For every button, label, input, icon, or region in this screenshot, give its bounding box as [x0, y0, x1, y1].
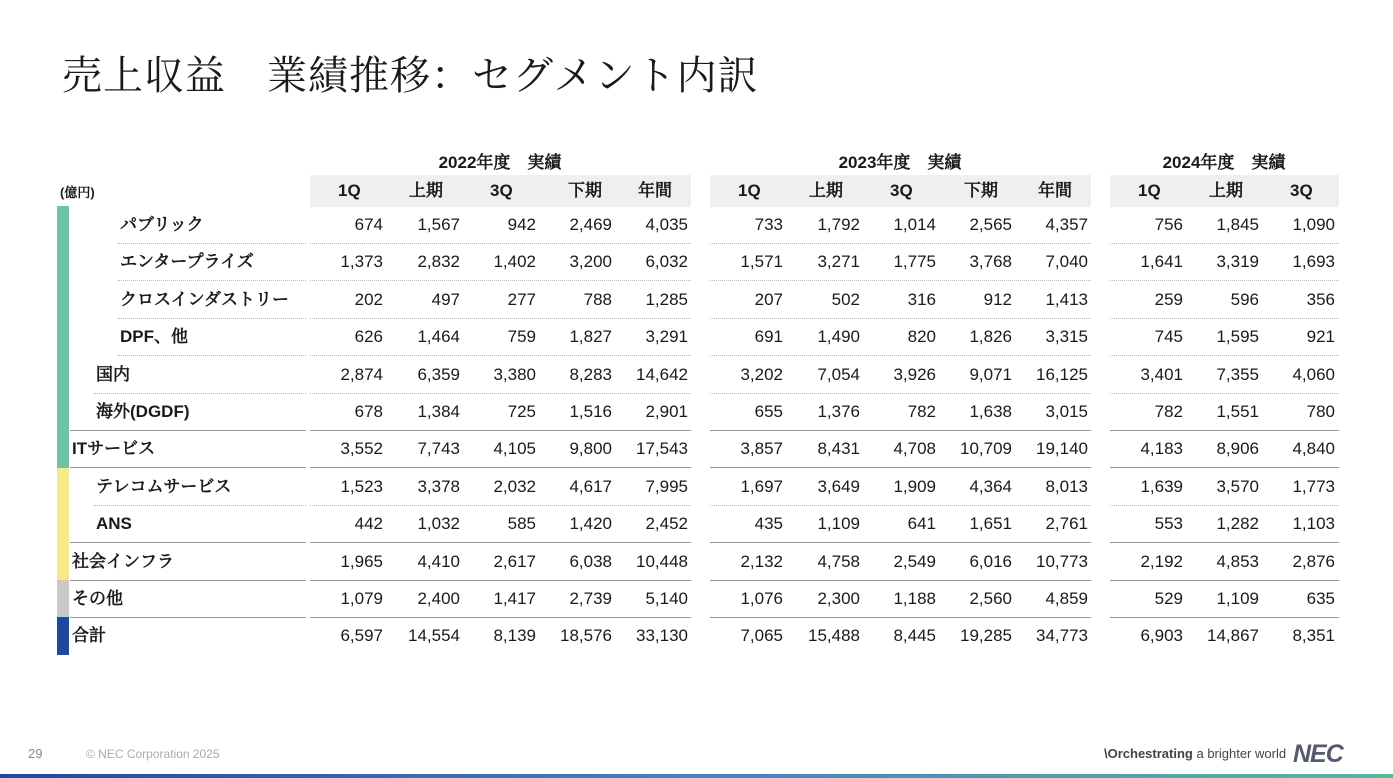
table-cell: 1,571: [740, 252, 783, 272]
table-cell: 2,452: [645, 514, 688, 534]
table-cell: 3,378: [417, 476, 460, 496]
table-cell: 2,901: [645, 402, 688, 421]
row-label: ANS: [96, 514, 132, 534]
table-cell: 2,549: [893, 551, 936, 571]
table-cell: 1,827: [569, 327, 612, 347]
table-cell: 596: [1230, 289, 1259, 309]
table-cell: 1,826: [969, 327, 1012, 347]
quarter-header: 下期: [964, 181, 998, 200]
table-cell: 8,906: [1216, 439, 1259, 459]
table-cell: 2,761: [1045, 514, 1088, 534]
table-cell: 1,567: [417, 215, 460, 234]
row-label: DPF、他: [120, 327, 188, 347]
table-cell: 3,570: [1216, 476, 1259, 496]
row-label: パブリック: [120, 215, 204, 234]
table-cell: 3,857: [740, 439, 783, 459]
table-cell: 635: [1306, 589, 1335, 608]
table-cell: 4,853: [1216, 551, 1259, 571]
table-cell: 8,013: [1045, 476, 1088, 496]
table-cell: 10,448: [636, 551, 688, 571]
table-cell: 3,319: [1216, 252, 1259, 272]
table-cell: 4,410: [417, 551, 460, 571]
table-cell: 259: [1154, 289, 1183, 309]
table-cell: 1,417: [493, 589, 536, 608]
table-cell: 2,300: [817, 589, 860, 608]
table-cell: 1,516: [569, 402, 612, 421]
nec-logo: NEC: [1293, 740, 1343, 768]
table-cell: 7,040: [1045, 252, 1088, 272]
row-label: 国内: [96, 364, 130, 384]
table-cell: 4,357: [1045, 215, 1088, 234]
table-cell: 655: [754, 402, 783, 421]
table-cell: 725: [507, 402, 536, 421]
table-cell: 1,595: [1216, 327, 1259, 347]
table-cell: 2,617: [493, 551, 536, 571]
table-cell: 3,649: [817, 476, 860, 496]
tagline-rest: a brighter world: [1192, 746, 1287, 761]
table-row: [0, 617, 1393, 654]
table-cell: 1,032: [417, 514, 460, 534]
copyright: © NEC Corporation 2025: [86, 747, 220, 761]
quarter-header: 上期: [409, 181, 443, 200]
table-cell: 3,926: [893, 364, 936, 384]
table-cell: 529: [1154, 589, 1183, 608]
table-cell: 626: [354, 327, 383, 347]
table-cell: 442: [354, 514, 383, 534]
table-cell: 1,651: [969, 514, 1012, 534]
table-cell: 502: [831, 289, 860, 309]
table-cell: 1,638: [969, 402, 1012, 421]
table-cell: 3,315: [1045, 327, 1088, 347]
table-cell: 585: [507, 514, 536, 534]
table-cell: 15,488: [808, 626, 860, 646]
table-cell: 3,291: [645, 327, 688, 347]
table-cell: 4,840: [1292, 439, 1335, 459]
table-cell: 6,038: [569, 551, 612, 571]
table-cell: 435: [754, 514, 783, 534]
table-cell: 2,192: [1140, 551, 1183, 571]
table-cell: 4,758: [817, 551, 860, 571]
unit-label: (億円): [60, 185, 95, 200]
table-row: [0, 281, 1393, 318]
table-row: [0, 580, 1393, 617]
table-cell: 1,693: [1292, 252, 1335, 272]
row-label: ITサービス: [72, 439, 156, 459]
table-cell: 1,490: [817, 327, 860, 347]
table-cell: 14,554: [408, 626, 460, 646]
table-row: [0, 206, 1393, 243]
table-cell: 3,271: [817, 252, 860, 272]
table-cell: 1,090: [1292, 215, 1335, 234]
table-cell: 7,065: [740, 626, 783, 646]
table-cell: 1,282: [1216, 514, 1259, 534]
table-cell: 3,768: [969, 252, 1012, 272]
table-cell: 912: [983, 289, 1012, 309]
table-cell: 1,697: [740, 476, 783, 496]
table-cell: 207: [754, 289, 783, 309]
table-cell: 1,641: [1140, 252, 1183, 272]
table-cell: 277: [507, 289, 536, 309]
table-cell: 745: [1154, 327, 1183, 347]
table-cell: 3,200: [569, 252, 612, 272]
table-cell: 1,079: [340, 589, 383, 608]
table-cell: 780: [1306, 402, 1335, 421]
table-cell: 756: [1154, 215, 1183, 234]
table-cell: 782: [1154, 402, 1183, 421]
table-cell: 14,867: [1207, 626, 1259, 646]
table-cell: 1,464: [417, 327, 460, 347]
table-cell: 641: [907, 514, 936, 534]
table-cell: 4,617: [569, 476, 612, 496]
table-cell: 3,552: [340, 439, 383, 459]
table-cell: 19,140: [1036, 439, 1088, 459]
table-row: [0, 356, 1393, 393]
table-cell: 2,832: [417, 252, 460, 272]
table-cell: 942: [507, 215, 536, 234]
quarter-header-row: [310, 175, 691, 207]
table-cell: 7,054: [817, 364, 860, 384]
period-header: 2023年度 実績: [838, 153, 962, 172]
row-label: エンタープライズ: [120, 252, 254, 272]
table-row: [0, 468, 1393, 505]
table-cell: 1,909: [893, 476, 936, 496]
table-cell: 1,965: [340, 551, 383, 571]
table-cell: 4,708: [893, 439, 936, 459]
table-row: [0, 430, 1393, 467]
table-cell: 1,775: [893, 252, 936, 272]
row-label: 社会インフラ: [72, 551, 174, 571]
table-cell: 2,132: [740, 551, 783, 571]
table-cell: 4,060: [1292, 364, 1335, 384]
quarter-header: 3Q: [1290, 181, 1313, 200]
table-cell: 19,285: [960, 626, 1012, 646]
quarter-header-row: [710, 175, 1091, 207]
table-cell: 4,183: [1140, 439, 1183, 459]
table-cell: 8,431: [817, 439, 860, 459]
table-cell: 1,373: [340, 252, 383, 272]
table-cell: 1,188: [893, 589, 936, 608]
quarter-header: 上期: [809, 181, 843, 200]
table-cell: 1,109: [817, 514, 860, 534]
table-cell: 4,859: [1045, 589, 1088, 608]
table-cell: 1,376: [817, 402, 860, 421]
table-cell: 9,071: [969, 364, 1012, 384]
table-cell: 4,364: [969, 476, 1012, 496]
quarter-header: 3Q: [490, 181, 513, 200]
table-cell: 2,876: [1292, 551, 1335, 571]
table-cell: 6,032: [645, 252, 688, 272]
quarter-header: 年間: [1038, 181, 1072, 200]
quarter-header: 1Q: [338, 181, 361, 200]
table-cell: 1,773: [1292, 476, 1335, 496]
table-cell: 1,523: [340, 476, 383, 496]
table-cell: 6,359: [417, 364, 460, 384]
tagline: [1104, 746, 1286, 761]
row-label: 合計: [72, 626, 106, 646]
table-cell: 2,874: [340, 364, 383, 384]
period-header: 2024年度 実績: [1162, 153, 1286, 172]
period-header: 2022年度 実績: [438, 153, 562, 172]
quarter-header: 1Q: [1138, 181, 1161, 200]
table-cell: 5,140: [645, 589, 688, 608]
table-cell: 497: [431, 289, 460, 309]
table-cell: 2,739: [569, 589, 612, 608]
table-row: [0, 318, 1393, 355]
table-cell: 17,543: [636, 439, 688, 459]
table-cell: 8,139: [493, 626, 536, 646]
table-cell: 3,401: [1140, 364, 1183, 384]
table-cell: 7,995: [645, 476, 688, 496]
table-cell: 14,642: [636, 364, 688, 384]
quarter-header: 年間: [638, 181, 672, 200]
table-cell: 1,109: [1216, 589, 1259, 608]
table-cell: 10,709: [960, 439, 1012, 459]
table-cell: 1,076: [740, 589, 783, 608]
table-cell: 678: [354, 402, 383, 421]
table-cell: 202: [354, 289, 383, 309]
table-cell: 33,130: [636, 626, 688, 646]
table-row: [0, 243, 1393, 280]
table-cell: 8,351: [1292, 626, 1335, 646]
table-cell: 7,743: [417, 439, 460, 459]
table-cell: 733: [754, 215, 783, 234]
row-label: テレコムサービス: [96, 476, 232, 496]
table-cell: 2,565: [969, 215, 1012, 234]
table-cell: 9,800: [569, 439, 612, 459]
row-label: その他: [72, 589, 123, 608]
table-cell: 788: [583, 289, 612, 309]
table-row: [0, 543, 1393, 580]
table-cell: 6,903: [1140, 626, 1183, 646]
table-row: [0, 505, 1393, 542]
table-cell: 921: [1306, 327, 1335, 347]
table-cell: 674: [354, 215, 383, 234]
table-cell: 4,035: [645, 215, 688, 234]
table-cell: 6,597: [340, 626, 383, 646]
table-cell: 3,380: [493, 364, 536, 384]
table-cell: 1,639: [1140, 476, 1183, 496]
row-label: クロスインダストリー: [120, 289, 289, 309]
table-cell: 1,014: [893, 215, 936, 234]
table-cell: 356: [1306, 289, 1335, 309]
table-cell: 1,384: [417, 402, 460, 421]
table-cell: 553: [1154, 514, 1183, 534]
table-cell: 1,402: [493, 252, 536, 272]
table-cell: 8,445: [893, 626, 936, 646]
table-cell: 10,773: [1036, 551, 1088, 571]
table-cell: 2,469: [569, 215, 612, 234]
table-cell: 759: [507, 327, 536, 347]
quarter-header: 上期: [1209, 181, 1243, 200]
table-cell: 1,845: [1216, 215, 1259, 234]
page-title: 売上収益 業績推移：セグメント内訳: [62, 54, 759, 98]
table-cell: 7,355: [1216, 364, 1259, 384]
table-cell: 2,560: [969, 589, 1012, 608]
table-cell: 6,016: [969, 551, 1012, 571]
table-cell: 691: [754, 327, 783, 347]
quarter-header: 下期: [568, 181, 602, 200]
quarter-header: 3Q: [890, 181, 913, 200]
quarter-header: 1Q: [738, 181, 761, 200]
table-cell: 1,413: [1045, 289, 1088, 309]
table-cell: 4,105: [493, 439, 536, 459]
table-cell: 16,125: [1036, 364, 1088, 384]
table-cell: 1,103: [1292, 514, 1335, 534]
table-cell: 1,420: [569, 514, 612, 534]
table-cell: 1,551: [1216, 402, 1259, 421]
table-cell: 782: [907, 402, 936, 421]
table-cell: 1,285: [645, 289, 688, 309]
row-label: 海外(DGDF): [96, 402, 190, 421]
table-cell: 8,283: [569, 364, 612, 384]
table-cell: 2,032: [493, 476, 536, 496]
bottom-accent-line: [0, 774, 1393, 778]
table-cell: 18,576: [560, 626, 612, 646]
table-cell: 3,202: [740, 364, 783, 384]
table-cell: 316: [907, 289, 936, 309]
tagline-bold: \Orchestrating: [1104, 746, 1193, 761]
table-row: [0, 393, 1393, 430]
table-cell: 2,400: [417, 589, 460, 608]
table-cell: 3,015: [1045, 402, 1088, 421]
table-cell: 820: [907, 327, 936, 347]
table-cell: 1,792: [817, 215, 860, 234]
table-cell: 34,773: [1036, 626, 1088, 646]
page-number: 29: [28, 746, 43, 761]
quarter-header-row: [1110, 175, 1339, 207]
